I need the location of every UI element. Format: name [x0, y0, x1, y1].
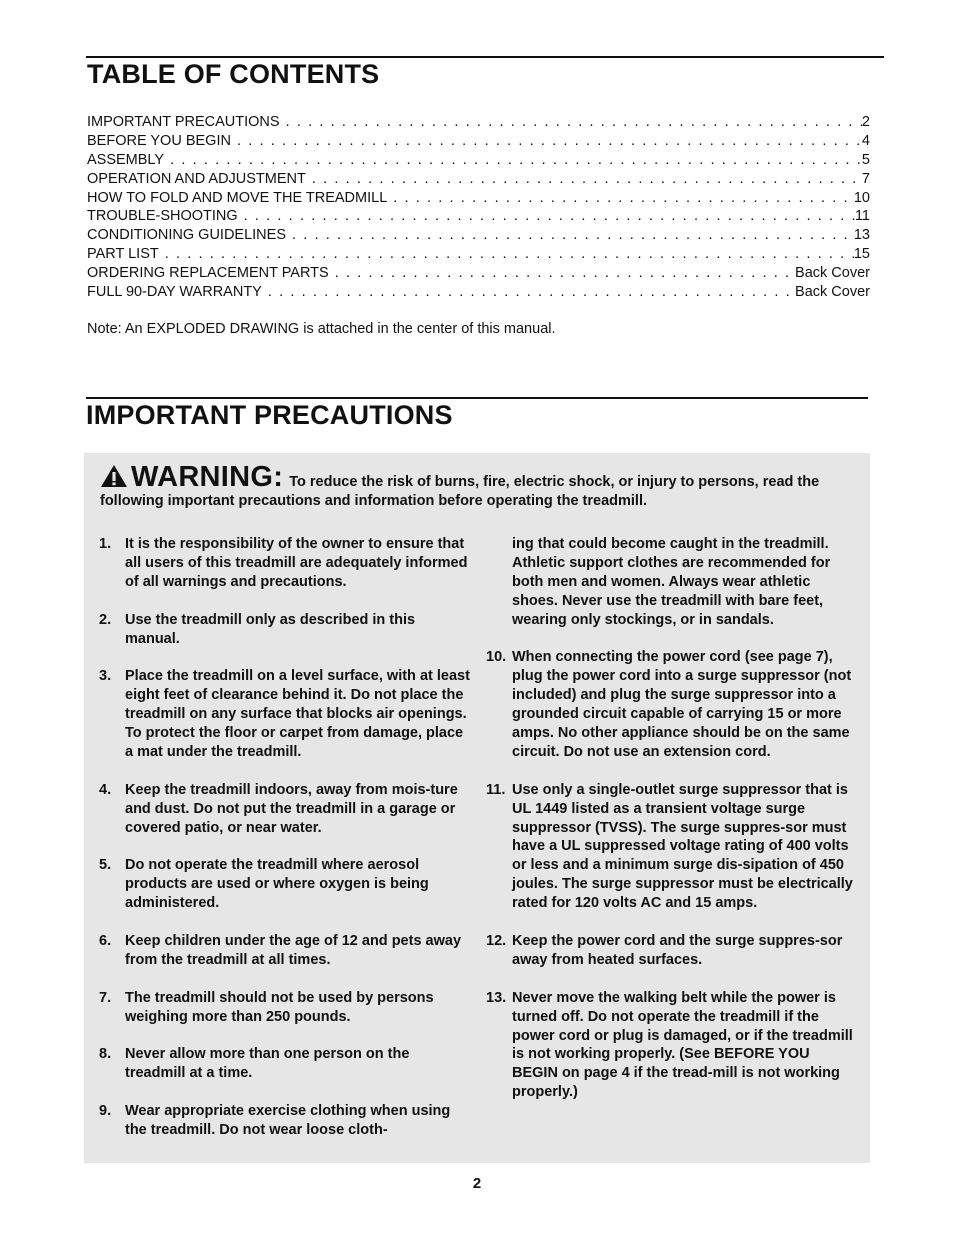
precaution-item — [99, 611, 471, 649]
precaution-item — [99, 1102, 471, 1140]
warning-statement — [100, 461, 860, 511]
precaution-text: Keep the treadmill indoors, away from mois-ture and dust. Do not put the treadmill in a garage or covered patio, or near water. — [125, 781, 458, 836]
precaution-item — [99, 932, 471, 970]
precaution-item — [99, 781, 471, 838]
toc-entry — [87, 170, 870, 189]
precaution-item — [486, 932, 858, 970]
toc-leader-dots — [292, 226, 854, 245]
precaution-item — [99, 667, 471, 762]
precaution-text: Do not operate the treadmill where aerosol products are used or where oxygen is being administered. — [125, 857, 429, 912]
toc-entry-page: Back Cover — [795, 284, 870, 301]
toc-entry-title: CONDITIONING GUIDELINES — [87, 227, 286, 244]
toc-entry — [87, 189, 870, 208]
precaution-number: 3. — [99, 668, 112, 685]
toc-entry-page: 13 — [853, 227, 870, 244]
precaution-text: Never move the walking belt while the power is turned off. Do not operate the treadmill if the power cord or plug is damaged, or if the treadmill is not working properly. (See BEFORE YOU BEGIN on page 4 if the tread-mill is not working properly.) — [512, 989, 853, 1101]
toc-leader-dots — [165, 245, 854, 264]
precautions-heading: IMPORTANT PRECAUTIONS — [86, 400, 453, 430]
toc-leader-dots — [170, 151, 862, 170]
toc-entry — [87, 283, 870, 302]
precaution-text: When connecting the power cord (see page 7), plug the power cord into a surge suppressor (not included) and plug the surge suppressor into a grounded circuit capable of carrying 15 or more amps. No other appliance should be on the same circuit. Do not use an extension cord. — [512, 649, 852, 760]
precautions-left-column — [99, 535, 471, 1159]
precaution-number: 13. — [486, 989, 507, 1006]
precaution-number: 11. — [486, 781, 506, 798]
toc-entry-title: HOW TO FOLD AND MOVE THE TREADMILL — [87, 189, 388, 206]
toc-leader-dots — [286, 113, 862, 132]
toc-list — [87, 113, 870, 302]
precaution-number: 10. — [486, 649, 507, 666]
page-number: 2 — [472, 1175, 482, 1192]
toc-entry — [87, 226, 870, 245]
precaution-item — [486, 781, 858, 913]
toc-entry-page: Back Cover — [795, 265, 870, 282]
precaution-text: Wear appropriate exercise clothing when using the treadmill. Do not wear loose cloth- — [125, 1103, 451, 1138]
toc-leader-dots — [393, 189, 854, 208]
toc-leader-dots — [335, 264, 795, 283]
toc-leader-dots — [312, 170, 862, 189]
toc-entry-title: ASSEMBLY — [87, 151, 165, 168]
toc-entry-title: OPERATION AND ADJUSTMENT — [87, 170, 306, 187]
precaution-text: Keep the power cord and the surge suppres-sor away from heated surfaces. — [512, 932, 843, 968]
toc-leader-dots — [237, 132, 862, 151]
precaution-item — [486, 989, 858, 1102]
toc-entry-page: 5 — [861, 151, 870, 168]
precaution-number: 8. — [99, 1046, 112, 1063]
toc-entry-title: PART LIST — [87, 246, 159, 263]
precaution-number: 12. — [486, 932, 507, 949]
warning-triangle-icon — [100, 464, 128, 488]
precaution-text: It is the responsibility of the owner to ensure that all users of this treadmill are adequately informed of all warnings and precautions. — [125, 536, 468, 590]
precautions-right-column — [486, 535, 858, 1121]
toc-note: Note: An EXPLODED DRAWING is attached in the center of this manual. — [87, 321, 556, 337]
precaution-text: Never allow more than one person on the treadmill at a time. — [125, 1046, 410, 1082]
toc-leader-dots — [268, 283, 795, 302]
precaution-text: Use only a single-outlet surge suppressor that is UL 1449 listed as a transient voltage surge suppressor (TVSS). The surge suppres-sor must have a UL suppressed voltage rating of 400 volts or less and a minimum surge dis-sipation of 450 joules. The surge suppressor must be electrically rated for 120 volts AC and 15 amps. — [512, 781, 853, 912]
toc-entry-title: TROUBLE-SHOOTING — [87, 208, 238, 225]
precaution-item — [99, 856, 471, 913]
precaution-item — [99, 535, 471, 592]
toc-entry-page: 4 — [861, 132, 870, 149]
toc-entry-title: IMPORTANT PRECAUTIONS — [87, 114, 280, 130]
precaution-text: Keep children under the age of 12 and pets away from the treadmill at all times. — [125, 932, 462, 968]
precaution-number: 1. — [99, 536, 112, 552]
toc-heading: TABLE OF CONTENTS — [87, 59, 380, 89]
toc-entry-page: 11 — [854, 208, 870, 225]
toc-entry-title: FULL 90-DAY WARRANTY — [87, 284, 262, 301]
precaution-item — [99, 989, 471, 1027]
warning-word: WARNING: — [131, 461, 284, 493]
precaution-number: 2. — [99, 611, 112, 628]
precaution-number: 5. — [99, 857, 112, 874]
toc-entry-page: 10 — [853, 189, 870, 206]
toc-entry-title: ORDERING REPLACEMENT PARTS — [87, 265, 329, 282]
precaution-number: 4. — [99, 781, 112, 798]
toc-entry — [87, 245, 870, 264]
toc-entry — [87, 151, 870, 170]
toc-entry-title: BEFORE YOU BEGIN — [87, 132, 231, 149]
precaution-item — [486, 648, 858, 761]
warning-text: To reduce the risk of burns, fire, electric shock, or injury to persons, read the following important precautions and information before operating the treadmill. — [100, 474, 820, 509]
toc-entry — [87, 113, 870, 132]
toc-entry — [87, 132, 870, 151]
precaution-text: Use the treadmill only as described in this manual. — [125, 611, 416, 647]
precaution-number: 9. — [99, 1103, 112, 1120]
item-9-continuation: ing that could become caught in the treadmill. Athletic support clothes are recommended for both men and women. Always wear athletic shoes. Never use the treadmill with bare feet, wearing only stockings, or in sandals. — [512, 536, 831, 628]
toc-entry — [87, 264, 870, 283]
toc-entry — [87, 207, 870, 226]
precaution-text: The treadmill should not be used by persons weighing more than 250 pounds. — [125, 989, 434, 1025]
precaution-item — [99, 1045, 471, 1083]
precaution-text: Place the treadmill on a level surface, with at least eight feet of clearance behind it. Do not place the treadmill on any surface that blocks air openings. To protect the floor or carpet from damage, place a mat under the treadmill. — [125, 668, 470, 760]
precaution-number: 6. — [99, 932, 112, 949]
toc-entry-page: 7 — [861, 170, 870, 187]
toc-entry-page: 15 — [853, 246, 870, 263]
toc-leader-dots — [244, 207, 855, 226]
precaution-number: 7. — [99, 989, 112, 1006]
toc-entry-page: 2 — [861, 114, 870, 130]
